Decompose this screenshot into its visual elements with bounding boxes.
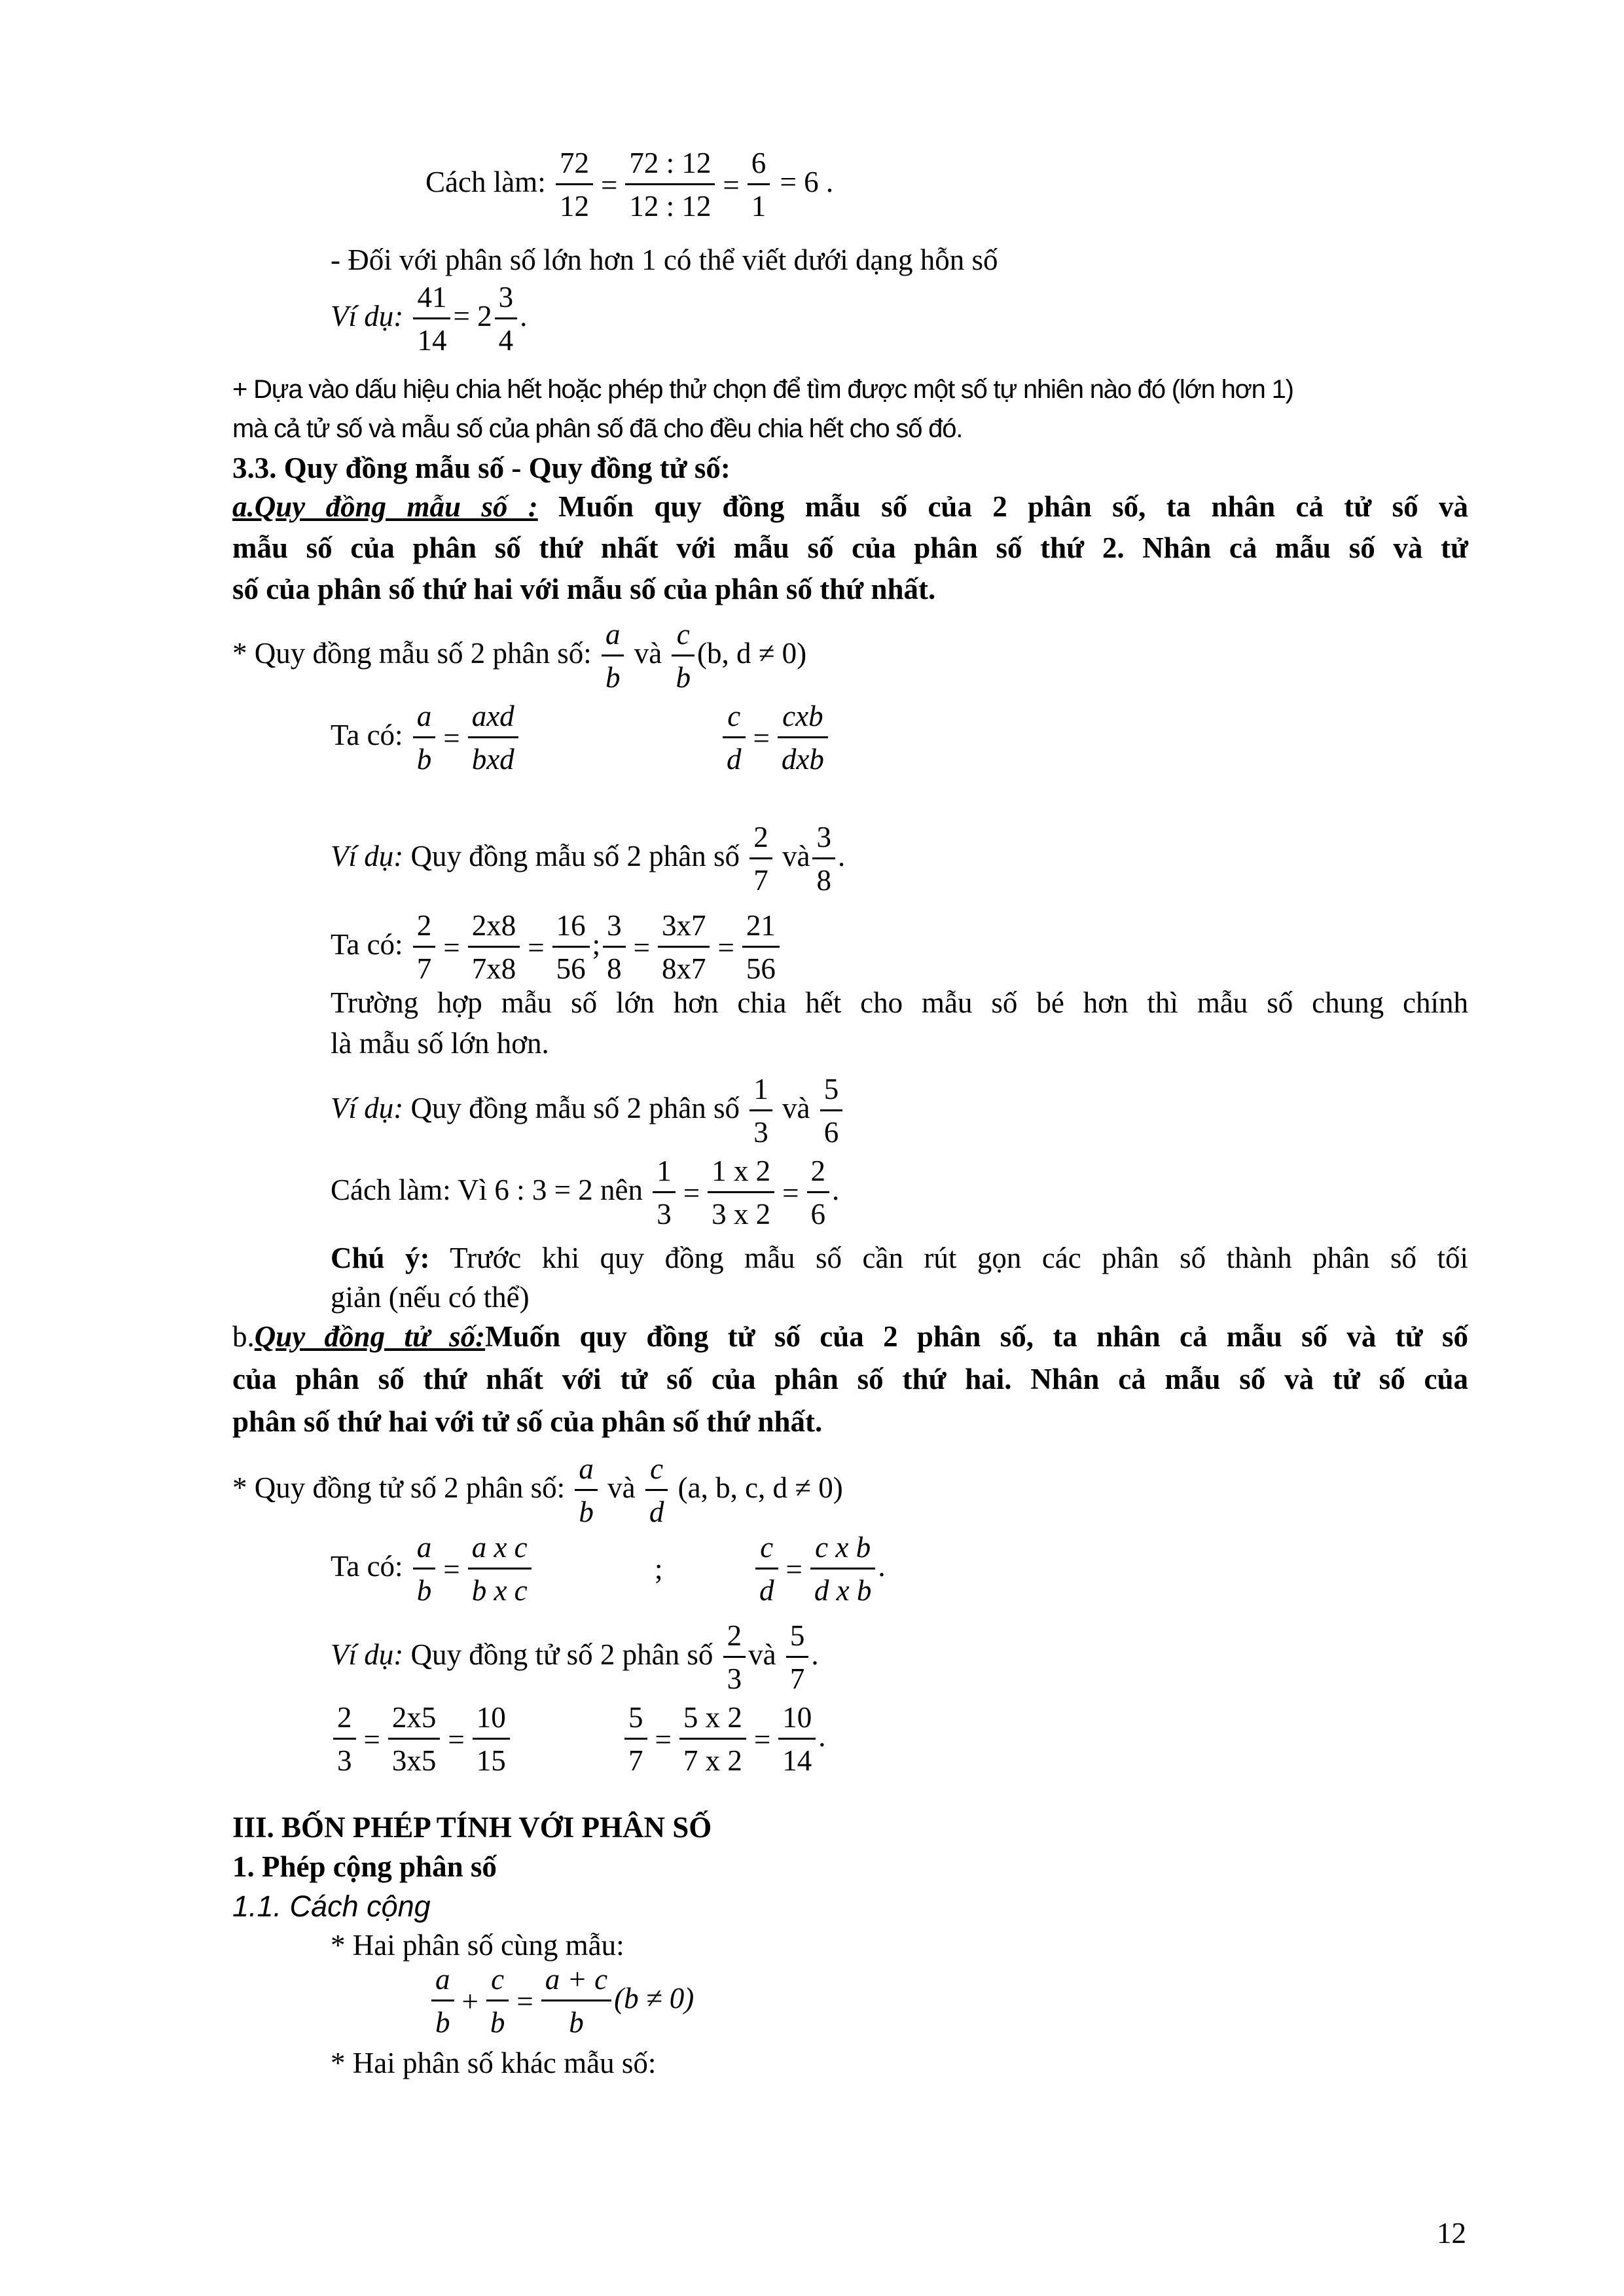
section-heading-1-1: 1.1. Cách cộng: [232, 1890, 431, 1923]
fraction: $\frac{41}{14}$: [413, 281, 450, 357]
fraction: $\frac{72}{12}$: [556, 147, 593, 223]
sum-formula: $\frac{a}{b}$ + $\frac{c}{b}$ = $\frac{a + c}{b}$ (b ≠ 0): [429, 1964, 694, 2039]
qdms-line-2: mẫu số của phân số thứ nhất với mẫu số của phân số thứ 2. Nhân cả mẫu số và tử: [232, 531, 1468, 564]
taco-line-3-sep: ;: [655, 1552, 663, 1585]
qdts-formula-line: * Quy đồng tử số 2 phân số: $\frac{a}{b}$ và $\frac{c}{d}$ (a, b, c, d ≠ 0): [232, 1452, 843, 1528]
example-reduce-line: Cách làm: $\frac{72}{12}$ = $\frac{72 : 12}{12 : 12}$ = $\frac{6}{1}$ = 6 .: [425, 147, 834, 223]
same-denominator-label: * Hai phân số cùng mẫu:: [331, 1929, 624, 1962]
example-3: Ví dụ: Quy đồng mẫu số 2 phân số $\frac{1}{3}$ và $\frac{5}{6}$: [331, 1073, 845, 1149]
section-heading-III: III. BỐN PHÉP TÍNH VỚI PHÂN SỐ: [232, 1811, 712, 1844]
qdts-line-3: phân số thứ hai với tử số của phân số thứ nhất.: [232, 1405, 823, 1438]
taco-line-3: Ta có: $\frac{a}{b}$ = $\frac{\text{a x c}}{\text{b x c}}$: [331, 1532, 534, 1607]
fraction: $\frac{72 : 12}{12 : 12}$: [625, 147, 715, 223]
section-heading-3-3: 3.3. Quy đồng mẫu số - Quy đồng tử số:: [232, 452, 731, 484]
chu-y-line-2: giản (nếu có thể): [331, 1281, 530, 1314]
different-denominator-label: * Hai phân số khác mẫu số:: [331, 2047, 657, 2079]
taco-line-3b: $\frac{c}{d}$ = $\frac{\text{c x b}}{\text{d x b}}$ .: [753, 1532, 886, 1607]
qdms-line-3: số của phân số thứ hai với mẫu số của phân số thứ nhất.: [232, 573, 936, 605]
result-text: = 6 .: [780, 165, 834, 198]
cach-lam-2: Cách làm: Vì 6 : 3 = 2 nên $\frac{1}{3}$ = $\frac{1 x 2}{3 x 2}$ = $\frac{2}{6}$ .: [331, 1155, 840, 1230]
fraction: $\frac{3}{4}$: [495, 281, 518, 357]
example-4-solution-b: $\frac{5}{7}$ = $\frac{5 x 2}{7 x 2}$ = $\frac{10}{14}$ .: [622, 1702, 826, 1777]
case-line-2: là mẫu số lớn hơn.: [331, 1027, 549, 1060]
taco-line-1: Ta có: $\frac{a}{b}$ = $\frac{\text{axd}}{\text{bxd}}$: [331, 700, 521, 776]
vi-du-label: Ví dụ:: [331, 299, 404, 332]
qdms-title: a.Quy đồng mẫu số :: [232, 490, 538, 523]
qdts-title: Quy đồng tử số:: [254, 1320, 486, 1353]
section-heading-1: 1. Phép cộng phân số: [232, 1850, 497, 1883]
rule-line-1: + Dựa vào dấu hiệu chia hết hoặc phép thử chọn để tìm được một số tự nhiên nào đó (lớn hơn 1): [232, 375, 1293, 404]
example-mixed-number: Ví dụ: $\frac{41}{14}$ = 2 $\frac{3}{4}$ .: [331, 281, 528, 357]
mixed-number-line: - Đối với phân số lớn hơn 1 có thể viết dưới dạng hỗn số: [331, 243, 998, 276]
qdts-line-1: b.Quy đồng tử số:Muốn quy đồng tử số của 2 phân số, ta nhân cả mẫu số và tử số: [232, 1320, 1468, 1353]
qdms-line-1: a.Quy đồng mẫu số : Muốn quy đồng mẫu số của 2 phân số, ta nhân cả tử số và: [232, 490, 1468, 523]
qdms-formula-line: * Quy đồng mẫu số 2 phân số: $\frac{a}{b}$ và $\frac{c}{b}$ (b, d ≠ 0): [232, 618, 807, 694]
example-4: Ví dụ: Quy đồng tử số 2 phân số $\frac{2}{3}$ và $\frac{5}{7}$ .: [331, 1619, 819, 1695]
qdts-line-2: của phân số thứ nhất với tử số của phân số thứ hai. Nhân cả mẫu số và tử số của: [232, 1363, 1468, 1395]
case-line-1: Trường hợp mẫu số lớn hơn chia hết cho mẫu số bé hơn thì mẫu số chung chính: [331, 986, 1468, 1019]
page-number: 12: [1437, 2217, 1466, 2250]
cach-lam-label: Cách làm:: [425, 165, 546, 198]
example-2: Ví dụ: Quy đồng mẫu số 2 phân số $\frac{2}{7}$ và $\frac{3}{8}$ .: [331, 821, 846, 897]
rule-line-2: mà cả tử số và mẫu số của phân số đã cho đều chia hết cho số đó.: [232, 414, 963, 443]
fraction: $\frac{a}{b}$: [602, 619, 624, 694]
taco-line-1b: $\frac{c}{d}$ = $\frac{\text{cxb}}{\text{dxb}}$: [720, 700, 831, 776]
chu-y-line-1: Chú ý: Trước khi quy đồng mẫu số cần rút gọn các phân số thành phân số tối: [331, 1242, 1468, 1274]
taco-line-2: Ta có: $\frac{2}{7}$ = $\frac{2x8}{7x8}$ = $\frac{16}{56}$ ; $\frac{3}{8}$ = $\frac{3x7}{8x7}$ = $\frac{21}{56}$: [331, 910, 782, 985]
fraction: $\frac{6}{1}$: [748, 147, 770, 223]
example-4-solution: $\frac{2}{3}$ = $\frac{2x5}{3x5}$ = $\frac{10}{15}$: [331, 1702, 513, 1777]
fraction: $\frac{c}{b}$: [672, 619, 695, 694]
